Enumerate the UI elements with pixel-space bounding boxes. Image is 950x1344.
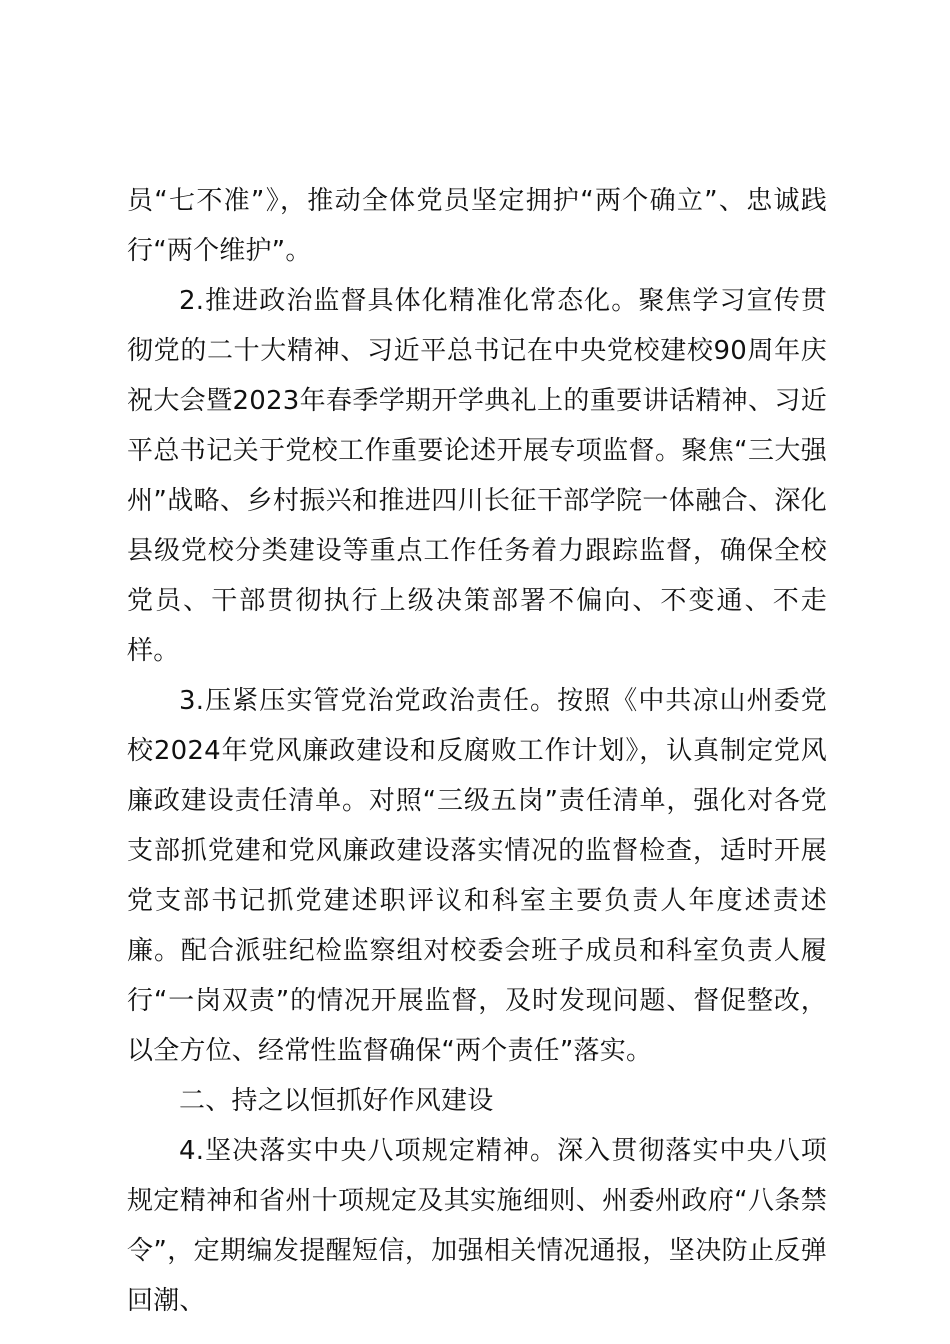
paragraph-continuation: 员“七不准”》，推动全体党员坚定拥护“两个确立”、忠诚践行“两个维护”。 — [127, 186, 827, 266]
section-heading-2: 二、持之以恒抓好作风建设 — [179, 1086, 494, 1116]
paragraph-item-3: 3.压紧压实管党治党政治责任。按照《中共凉山州委党校2024年党风廉政建设和反腐败工作计划》，认真制定党风廉政建设责任清单。对照“三级五岗”责任清单，强化对各党支部抓党建和党风廉政建设落实情况的监督检查，适时开展党支部书记抓党建述职评议和科室主要负责人年度述责述廉。配合派驻纪检监察组对校委会班子成员和科室负责人履行“一岗双责”的情况开展监督，及时发现问题、督促整改，以全方位、经常性监督确保“两个责任”落实。 — [127, 686, 827, 1066]
paragraph-item-4: 4.坚决落实中央八项规定精神。深入贯彻落实中央八项规定精神和省州十项规定及其实施细则、州委州政府“八条禁令”，定期编发提醒短信，加强相关情况通报，坚决防止反弹回潮、 — [127, 1136, 827, 1316]
document-body — [127, 176, 827, 1326]
paragraph-item-2: 2.推进政治监督具体化精准化常态化。聚焦学习宣传贯彻党的二十大精神、习近平总书记在中央党校建校90周年庆祝大会暨2023年春季学期开学典礼上的重要讲话精神、习近平总书记关于党校工作重要论述开展专项监督。聚焦“三大强州”战略、乡村振兴和推进四川长征干部学院一体融合、深化县级党校分类建设等重点工作任务着力跟踪监督，确保全校党员、干部贯彻执行上级决策部署不偏向、不变通、不走样。 — [127, 286, 827, 666]
